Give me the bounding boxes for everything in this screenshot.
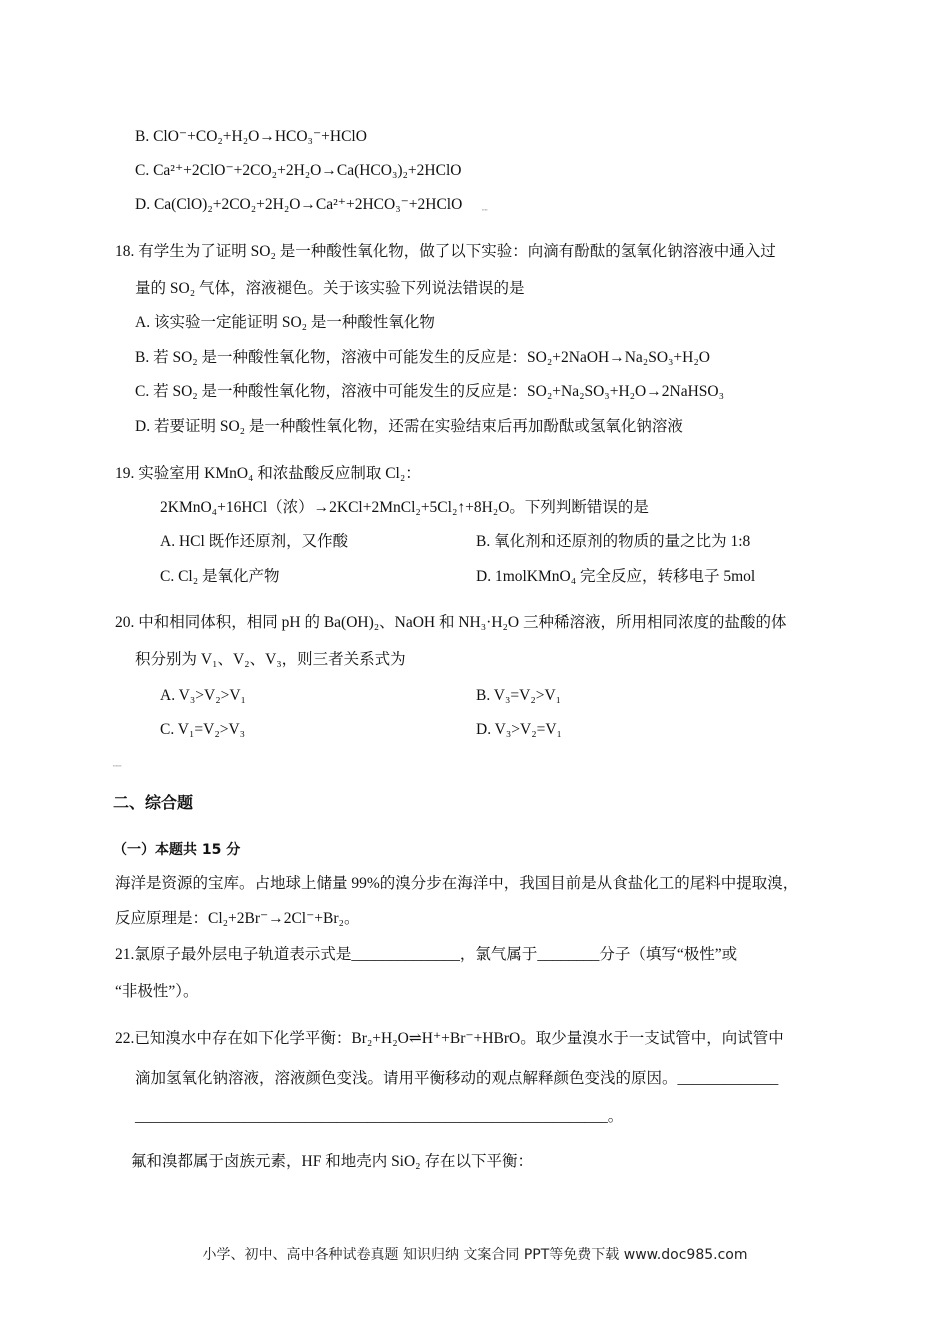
q19-stem-line2: 2KMnO₄+16HCl（浓）→2KCl+2MnCl₂+5Cl₂↑+8H₂O。下列判断错误的是 (160, 499, 649, 516)
q19-option-c: C. Cl₂ 是氧化产物 (160, 568, 280, 585)
watermark-mark: ▪▪▪▪ (482, 207, 488, 212)
q22-line2: 滴加氢氧化钠溶液，溶液颜色变浅。请用平衡移动的观点解释颜色变浅的原因。_____________ (135, 1070, 779, 1087)
q21-line1: 21.氯原子最外层电子轨道表示式是______________，氯气属于________分子（填写“极性”或 (115, 946, 738, 963)
q19-option-d: D. 1molKMnO₄ 完全反应，转移电子 5mol (476, 568, 756, 585)
q20-option-b: B. V₃=V₂>V₁ (476, 687, 562, 704)
q18-stem-line1: 18. 有学生为了证明 SO₂ 是一种酸性氧化物，做了以下实验：向滴有酚酞的氢氧化钠溶液中通入过 (115, 243, 776, 260)
page-footer: 小学、初中、高中各种试卷真题 知识归纳 文案合同 PPT等免费下载 www.doc985.com (202, 1247, 748, 1263)
q22-line1: 22.已知溴水中存在如下化学平衡：Br₂+H₂O⇌H⁺+Br⁻+HBrO。取少量溴水于一支试管中，向试管中 (115, 1030, 784, 1047)
section-title: 二、综合题 (113, 793, 194, 812)
q20-option-c: C. V₁=V₂>V₃ (160, 721, 246, 738)
q20-option-a: A. V₃>V₂>V₁ (160, 687, 246, 704)
watermark-mark: ▪▪▪▪▪▪ (113, 763, 122, 768)
section-subtitle: （一）本题共 15 分 (113, 842, 241, 858)
q17-option-d: D. Ca(ClO)₂+2CO₂+2H₂O→Ca²⁺+2HCO₃⁻+2HClO (135, 196, 463, 213)
q21-line2: “非极性”）。 (115, 983, 199, 1000)
intro-line1: 海洋是资源的宝库。占地球上储量 99%的溴分步在海洋中，我国目前是从食盐化工的尾料中提取溴， (115, 875, 799, 892)
q18-option-c: C. 若 SO₂ 是一种酸性氧化物，溶液中可能发生的反应是：SO₂+Na₂SO₃+H₂O→2NaHSO₃ (135, 383, 724, 400)
q20-stem-line1: 20. 中和相同体积，相同 pH 的 Ba(OH)₂、NaOH 和 NH₃·H₂O 三种稀溶液，所用相同浓度的盐酸的体 (115, 614, 787, 631)
q18-option-a: A. 该实验一定能证明 SO₂ 是一种酸性氧化物 (135, 314, 435, 331)
q19-option-a: A. HCl 既作还原剂，又作酸 (160, 533, 349, 550)
q17-option-b: B. ClO⁻+CO₂+H₂O→HCO₃⁻+HClO (135, 128, 367, 145)
q18-stem-line2: 量的 SO₂ 气体，溶液褪色。关于该实验下列说法错误的是 (135, 280, 525, 297)
q17-option-c: C. Ca²⁺+2ClO⁻+2CO₂+2H₂O→Ca(HCO₃)₂+2HClO (135, 162, 462, 179)
q19-stem-line1: 19. 实验室用 KMnO₄ 和浓盐酸反应制取 Cl₂： (115, 465, 421, 482)
q18-option-b: B. 若 SO₂ 是一种酸性氧化物，溶液中可能发生的反应是：SO₂+2NaOH→Na₂SO₃+H₂O (135, 349, 710, 366)
q18-option-d: D. 若要证明 SO₂ 是一种酸性氧化物，还需在实验结束后再加酚酞或氢氧化钠溶液 (135, 418, 683, 435)
q20-stem-line2: 积分别为 V₁、V₂、V₃，则三者关系式为 (135, 651, 406, 668)
q22-answer-line: _____________________________________________________________。 (135, 1108, 624, 1125)
last-paragraph: 氟和溴都属于卤族元素，HF 和地壳内 SiO₂ 存在以下平衡： (131, 1153, 533, 1170)
q19-option-b: B. 氧化剂和还原剂的物质的量之比为 1:8 (476, 533, 751, 550)
q20-option-d: D. V₃>V₂=V₁ (476, 721, 562, 738)
intro-line2: 反应原理是：Cl₂+2Br⁻→2Cl⁻+Br₂。 (115, 910, 360, 927)
